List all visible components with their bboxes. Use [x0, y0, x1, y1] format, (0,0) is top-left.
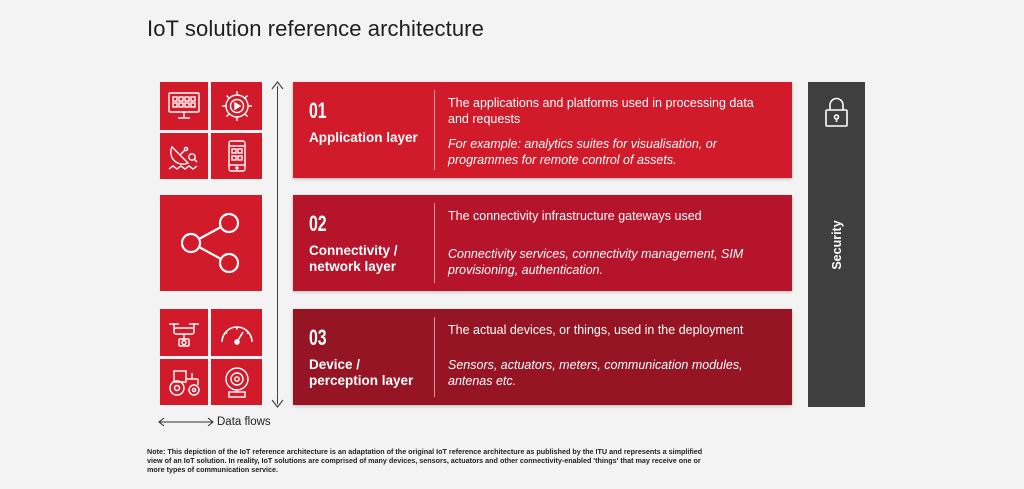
tile-share-network — [160, 195, 262, 291]
tractor-icon — [166, 367, 202, 397]
tile-monitor-dashboard — [160, 82, 208, 130]
layer-example: Connectivity services, connectivity management, SIM provisioning, authentication. — [448, 247, 744, 277]
layer-divider — [434, 90, 435, 170]
layer-description: The applications and platforms used in processing data and requests — [448, 96, 754, 126]
layer-description: The actual devices, or things, used in the deployment — [448, 323, 744, 337]
footnote: Note: This depiction of the IoT reference architecture is an adaptation of the original IoT reference architecture as published by the ITU and represents a simplified view of an IoT solution. In reality, IoT solutions are comprised of many devices, sensors, actuators and other connectivity-enabled 'things' that may receive one or more types of communication service. — [147, 447, 703, 474]
layer-example: Sensors, actuators, meters, communication modules, antenas etc. — [448, 358, 743, 388]
double-arrow-icon — [158, 417, 214, 427]
layer-name: Application layer — [309, 130, 418, 145]
tile-sensor-camera — [211, 359, 262, 405]
layer-description: The connectivity infrastructure gateways used — [448, 209, 702, 223]
layer-name: Connectivity / network layer — [309, 243, 398, 274]
layer-name: Device / perception layer — [309, 357, 414, 388]
layer-number: 01 — [309, 98, 327, 123]
tile-smartphone — [211, 133, 262, 179]
layer-divider — [434, 317, 435, 397]
data-flows-label: Data flows — [217, 416, 271, 428]
padlock-icon — [824, 96, 849, 128]
layer-number: 02 — [309, 211, 327, 236]
data-flow-vertical-line — [277, 86, 278, 404]
tile-drone — [160, 309, 208, 356]
smartphone-icon — [227, 139, 247, 173]
layer-number: 03 — [309, 325, 327, 350]
arrow-down-icon — [271, 399, 284, 408]
security-column — [808, 82, 865, 407]
tile-gear-play — [211, 82, 262, 130]
share-network-icon — [177, 212, 245, 274]
gauge-icon — [219, 320, 255, 346]
layer-example: For example: analytics suites for visualisation, or programmes for remote control of assets. — [448, 137, 717, 167]
tile-satellite-dish — [160, 133, 208, 179]
page-title: IoT solution reference architecture — [147, 16, 484, 41]
gear-play-icon — [220, 89, 254, 123]
arrow-up-icon — [271, 81, 284, 90]
drone-icon — [167, 317, 201, 349]
layer-application — [293, 82, 792, 178]
layer-divider — [434, 203, 435, 283]
satellite-dish-icon — [166, 139, 202, 173]
monitor-dashboard-icon — [167, 91, 201, 121]
sensor-camera-icon — [222, 365, 252, 399]
layer-connectivity — [293, 195, 792, 291]
tile-gauge — [211, 309, 262, 356]
tile-tractor — [160, 359, 208, 405]
layer-device — [293, 309, 792, 405]
security-label: Security — [829, 219, 844, 270]
